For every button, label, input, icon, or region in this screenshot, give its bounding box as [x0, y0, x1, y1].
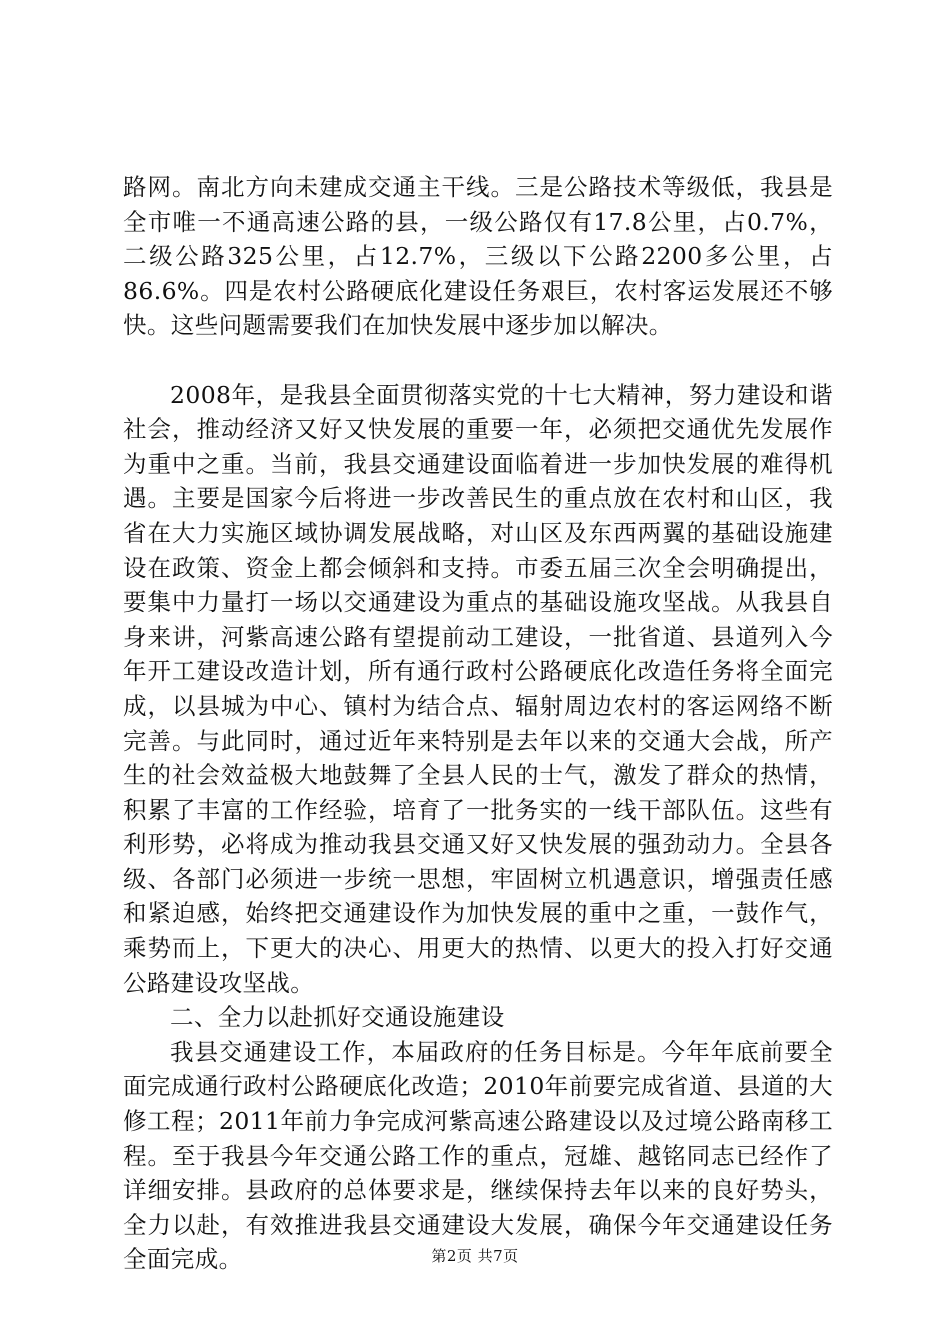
paragraph-continued: 路网。南北方向未建成交通主干线。三是公路技术等级低，我县是全市唯一不通高速公路的县，一级公路仅有17.8公里，占0.7%，二级公路325公里，占12.7%，三级以下公路2200多公里，占86.6%。四是农村公路硬底化建设任务艰巨，农村客运发展还不够快。这些问题需要我们在加快发展中逐步加以解决。: [123, 173, 833, 340]
paragraph-2008-opportunity: 2008年，是我县全面贯彻落实党的十七大精神，努力建设和谐社会，推动经济又好又快发展的重要一年，必须把交通优先发展作为重中之重。当前，我县交通建设面临着进一步加快发展的难得机遇。主要是国家今后将进一步改善民生的重点放在农村和山区，我省在大力实施区域协调发展战略，对山区及东西两翼的基础设施建设在政策、资金上都会倾斜和支持。市委五届三次全会明确提出，要集中力量打一场以交通建设为重点的基础设施攻坚战。从我县自身来讲，河紫高速公路有望提前动工建设，一批省道、县道列入今年开工建设改造计划，所有通行政村公路硬底化改造任务将全面完成，以县城为中心、镇村为结合点、辐射周边农村的客运网络不断完善。与此同时，通过近年来特别是去年以来的交通大会战，所产生的社会效益极大地鼓舞了全县人民的士气，激发了群众的热情，积累了丰富的工作经验，培育了一批务实的一线干部队伍。这些有利形势，必将成为推动我县交通又好又快发展的强劲动力。全县各级、各部门必须进一步统一思想，牢固树立机遇意识，增强责任感和紧迫感，始终把交通建设作为加快发展的重中之重，一鼓作气，乘势而上，下更大的决心、用更大的热情、以更大的投入打好交通公路建设攻坚战。: [123, 380, 833, 997]
section-heading: 二、全力以赴抓好交通设施建设: [170, 1003, 505, 1032]
paragraph-gap: [123, 343, 833, 378]
document-body: [123, 170, 833, 1277]
page-footer: 第2页 共7页: [431, 1247, 519, 1265]
paragraph-task-goals: 我县交通建设工作，本届政府的任务目标是。今年年底前要全面完成通行政村公路硬底化改造；2010年前要完成省道、县道的大修工程；2011年前力争完成河紫高速公路建设以及过境公路南移工程。至于我县今年交通公路工作的重点，冠雄、越铭同志已经作了详细安排。县政府的总体要求是，继续保持去年以来的良好势头，全力以赴，有效推进我县交通建设大发展，确保今年交通建设任务全面完成。: [123, 1037, 833, 1274]
